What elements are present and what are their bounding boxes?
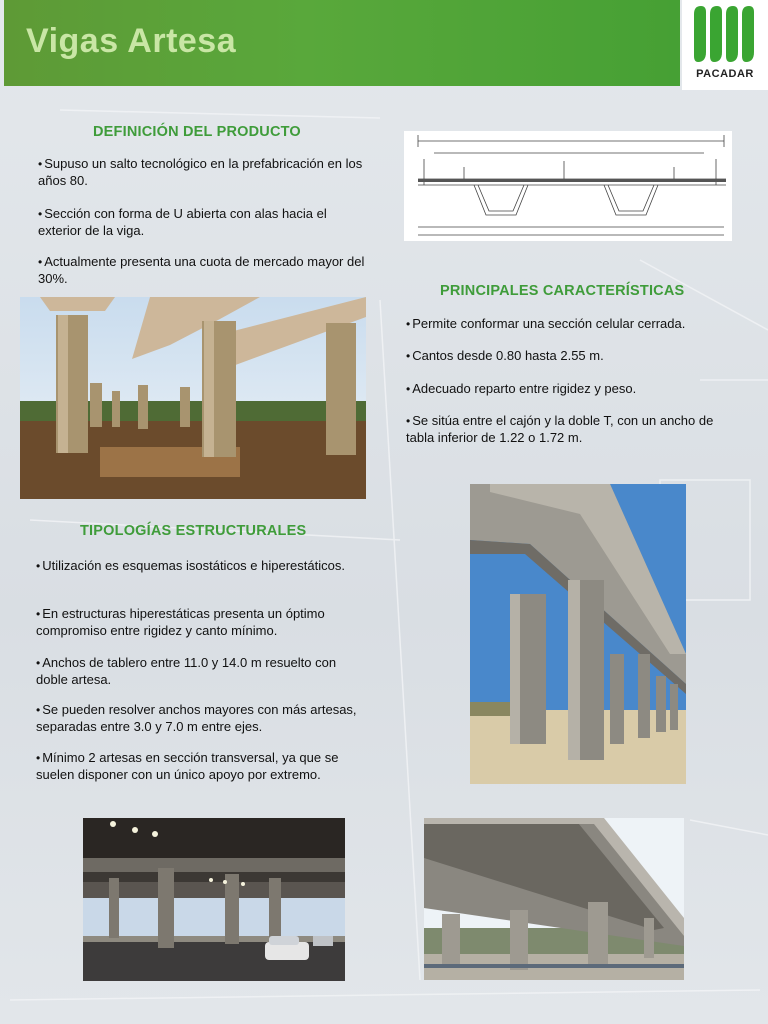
photo-viaduct-construction bbox=[20, 297, 366, 499]
caracteristicas-bullet-1: • Permite conformar una sección celular cerrada. bbox=[406, 316, 686, 331]
logo-text: PACADAR bbox=[696, 68, 754, 80]
tipologias-bullet-5: • Mínimo 2 artesas en sección transversal, ya que se suelen disponer con un único apoyo por extremo. bbox=[36, 750, 339, 782]
definicion-title: DEFINICIÓN DEL PRODUCTO bbox=[93, 124, 301, 140]
definicion-bullet-3: • Actualmente presenta una cuota de mercado mayor del 30%. bbox=[38, 254, 365, 286]
definicion-bullet-2: • Sección con forma de U abierta con alas hacia el exterior de la viga. bbox=[38, 206, 327, 238]
photo-underpass bbox=[83, 818, 345, 981]
caracteristicas-bullet-2: • Cantos desde 0.80 hasta 2.55 m. bbox=[406, 348, 604, 363]
tipologias-bullet-2: • En estructuras hiperestáticas presenta un óptimo compromiso entre rigidez y canto mínimo. bbox=[36, 606, 325, 638]
caracteristicas-title: PRINCIPALES CARACTERÍSTICAS bbox=[440, 283, 685, 299]
logo-stripes-icon bbox=[688, 4, 762, 64]
page-title: Vigas Artesa bbox=[26, 22, 237, 60]
header-band bbox=[4, 0, 680, 86]
photo-bridge-underside bbox=[424, 818, 684, 980]
pacadar-logo bbox=[682, 0, 768, 90]
tipologias-bullet-3: • Anchos de tablero entre 11.0 y 14.0 m resuelto con doble artesa. bbox=[36, 655, 337, 687]
photo-bridge-piers bbox=[470, 484, 686, 784]
cross-section-drawing bbox=[404, 131, 732, 241]
tipologias-bullet-1: • Utilización es esquemas isostáticos e hiperestáticos. bbox=[36, 558, 345, 573]
definicion-bullet-1: • Supuso un salto tecnológico en la prefabricación en los años 80. bbox=[38, 156, 363, 188]
tipologias-bullet-4: • Se pueden resolver anchos mayores con más artesas, separadas entre 3.0 y 7.0 m entre ejes. bbox=[36, 702, 357, 734]
tipologias-title: TIPOLOGÍAS ESTRUCTURALES bbox=[80, 523, 307, 539]
caracteristicas-bullet-3: • Adecuado reparto entre rigidez y peso. bbox=[406, 381, 637, 396]
caracteristicas-bullet-4: • Se sitúa entre el cajón y la doble T, con un ancho de tabla inferior de 1.22 o 1.72 m. bbox=[406, 413, 714, 445]
